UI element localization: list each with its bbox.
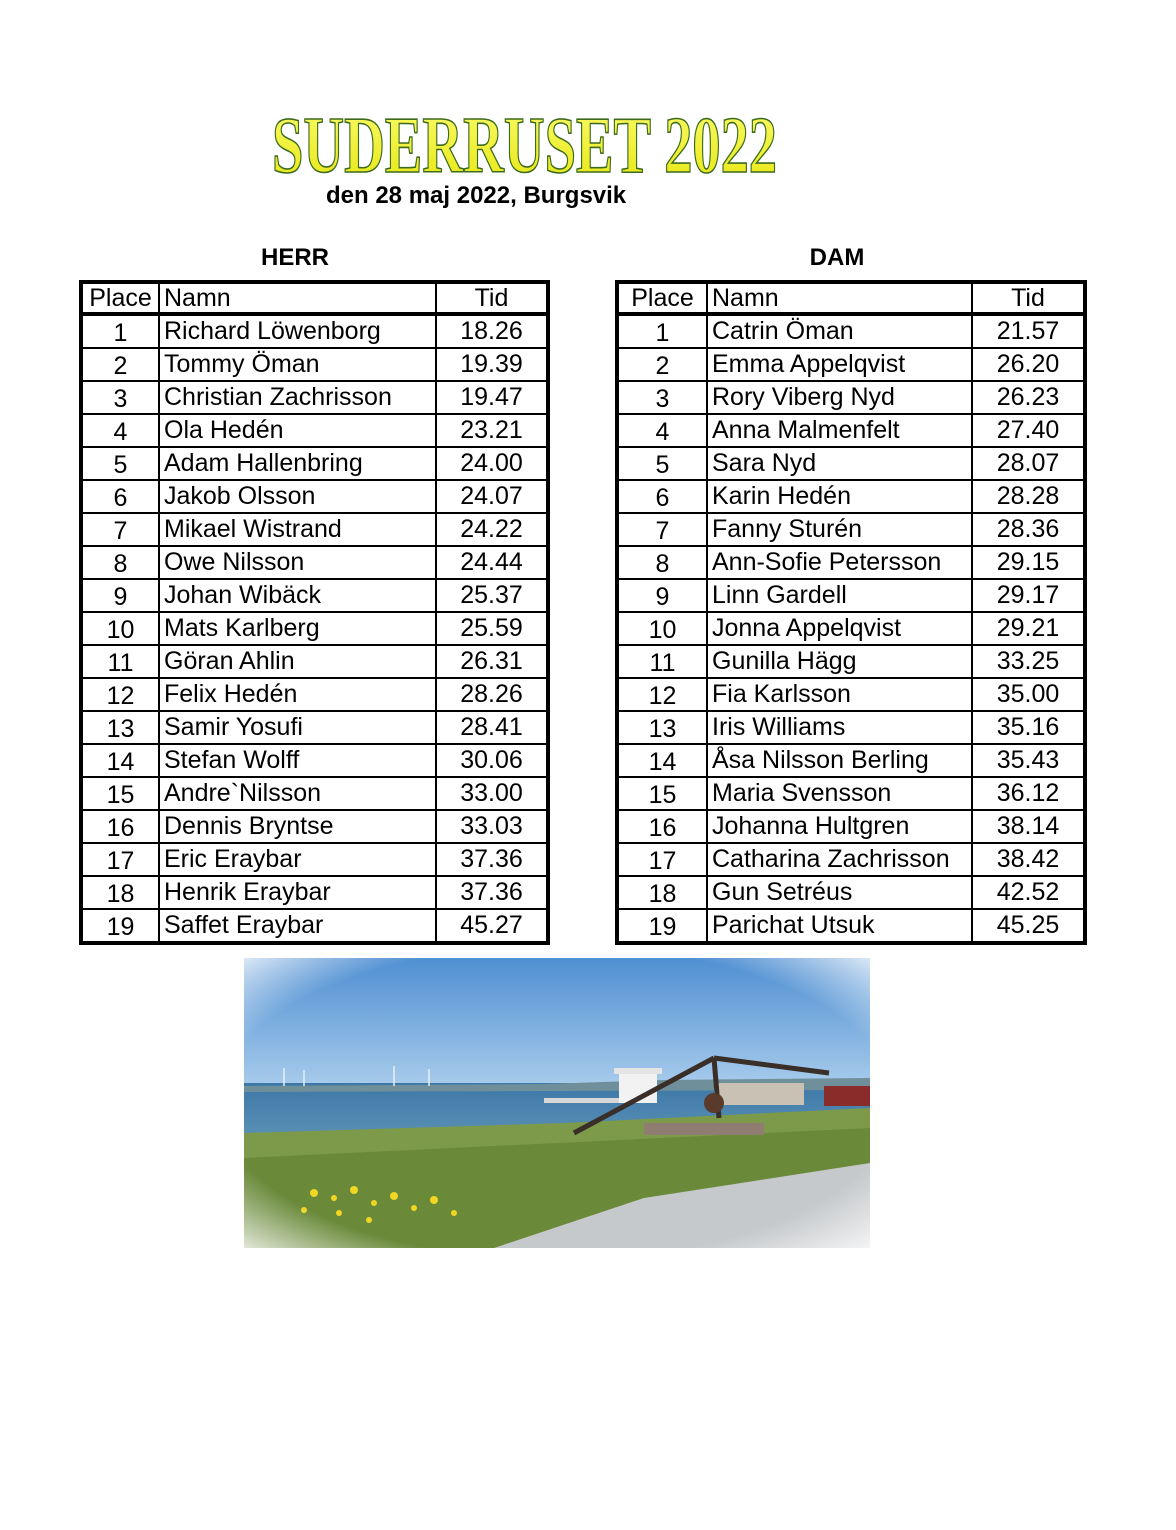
table-row [81,546,548,579]
place-cell: 8 [617,546,707,579]
name-cell: Ann-Sofie Petersson [707,546,972,579]
name-cell: Sara Nyd [707,447,972,480]
place-cell: 15 [617,777,707,810]
name-cell: Karin Hedén [707,480,972,513]
name-cell: Mats Karlberg [159,612,436,645]
name-cell: Linn Gardell [707,579,972,612]
name-cell: Samir Yosufi [159,711,436,744]
time-cell: 33.25 [972,645,1085,678]
name-cell: Stefan Wolff [159,744,436,777]
name-cell: Rory Viberg Nyd [707,381,972,414]
table-row [81,480,548,513]
name-cell: Parichat Utsuk [707,909,972,943]
name-cell: Fia Karlsson [707,678,972,711]
table-row [617,678,1085,711]
place-cell: 4 [617,414,707,447]
time-cell: 28.36 [972,513,1085,546]
time-cell: 45.27 [436,909,548,943]
place-cell: 18 [617,876,707,909]
name-cell: Fanny Sturén [707,513,972,546]
place-cell: 5 [81,447,159,480]
time-cell: 23.21 [436,414,548,447]
name-cell: Saffet Eraybar [159,909,436,943]
time-cell: 35.43 [972,744,1085,777]
name-cell: Eric Eraybar [159,843,436,876]
name-cell: Felix Hedén [159,678,436,711]
table-row [617,909,1085,943]
time-cell: 26.23 [972,381,1085,414]
column-header-place: Place [617,282,707,314]
time-cell: 35.00 [972,678,1085,711]
name-cell: Gunilla Hägg [707,645,972,678]
column-header-name: Namn [159,282,436,314]
time-cell: 37.36 [436,876,548,909]
column-header-time: Tid [436,282,548,314]
place-cell: 6 [617,480,707,513]
time-cell: 28.26 [436,678,548,711]
time-cell: 24.22 [436,513,548,546]
place-cell: 14 [617,744,707,777]
column-header-place: Place [81,282,159,314]
table-row [81,348,548,381]
column-header-time: Tid [972,282,1085,314]
time-cell: 29.17 [972,579,1085,612]
name-cell: Göran Ahlin [159,645,436,678]
name-cell: Richard Löwenborg [159,314,436,348]
place-cell: 6 [81,480,159,513]
place-cell: 13 [617,711,707,744]
place-cell: 1 [81,314,159,348]
name-cell: Emma Appelqvist [707,348,972,381]
time-cell: 24.00 [436,447,548,480]
name-cell: Johan Wibäck [159,579,436,612]
time-cell: 38.14 [972,810,1085,843]
table-row [617,612,1085,645]
place-cell: 5 [617,447,707,480]
table-row [617,645,1085,678]
table-row [617,810,1085,843]
table-row [81,678,548,711]
time-cell: 19.47 [436,381,548,414]
table-row [81,612,548,645]
place-cell: 12 [81,678,159,711]
herr-results-table [79,280,550,945]
time-cell: 29.15 [972,546,1085,579]
table-row [617,843,1085,876]
place-cell: 11 [617,645,707,678]
table-row [617,579,1085,612]
title-text: SUDERRUSET 2022 [272,102,777,190]
time-cell: 33.03 [436,810,548,843]
name-cell: Tommy Öman [159,348,436,381]
time-cell: 26.20 [972,348,1085,381]
place-cell: 1 [617,314,707,348]
name-cell: Johanna Hultgren [707,810,972,843]
table-row [81,711,548,744]
table-row [617,513,1085,546]
time-cell: 28.28 [972,480,1085,513]
place-cell: 14 [81,744,159,777]
dam-results-table [615,280,1087,945]
time-cell: 42.52 [972,876,1085,909]
table-row [81,777,548,810]
name-cell: Adam Hallenbring [159,447,436,480]
table-row [617,777,1085,810]
table-row [81,876,548,909]
place-cell: 16 [81,810,159,843]
time-cell: 29.21 [972,612,1085,645]
place-cell: 2 [81,348,159,381]
table-row [617,876,1085,909]
table-row [617,447,1085,480]
time-cell: 19.39 [436,348,548,381]
time-cell: 36.12 [972,777,1085,810]
name-cell: Henrik Eraybar [159,876,436,909]
place-cell: 12 [617,678,707,711]
place-cell: 16 [617,810,707,843]
table-row [617,744,1085,777]
place-cell: 17 [617,843,707,876]
name-cell: Mikael Wistrand [159,513,436,546]
event-date-location: den 28 maj 2022, Burgsvik [326,182,627,209]
place-cell: 17 [81,843,159,876]
place-cell: 7 [81,513,159,546]
name-cell: Andre`Nilsson [159,777,436,810]
table-row [81,381,548,414]
time-cell: 21.57 [972,314,1085,348]
table-row [81,810,548,843]
time-cell: 24.07 [436,480,548,513]
time-cell: 45.25 [972,909,1085,943]
table-row [81,843,548,876]
time-cell: 25.59 [436,612,548,645]
place-cell: 19 [81,909,159,943]
place-cell: 10 [617,612,707,645]
table-row [617,314,1085,348]
place-cell: 9 [617,579,707,612]
name-cell: Jonna Appelqvist [707,612,972,645]
place-cell: 3 [81,381,159,414]
table-row [81,645,548,678]
time-cell: 28.07 [972,447,1085,480]
table-header-row [617,282,1085,314]
time-cell: 27.40 [972,414,1085,447]
table-row [617,348,1085,381]
name-cell: Åsa Nilsson Berling [707,744,972,777]
name-cell: Dennis Bryntse [159,810,436,843]
table-row [81,579,548,612]
name-cell: Ola Hedén [159,414,436,447]
table-row [617,381,1085,414]
time-cell: 28.41 [436,711,548,744]
time-cell: 26.31 [436,645,548,678]
table-row [81,414,548,447]
table-row [81,744,548,777]
name-cell: Catharina Zachrisson [707,843,972,876]
place-cell: 10 [81,612,159,645]
name-cell: Christian Zachrisson [159,381,436,414]
place-cell: 4 [81,414,159,447]
time-cell: 37.36 [436,843,548,876]
herr-heading: HERR [260,244,329,271]
column-header-name: Namn [707,282,972,314]
time-cell: 24.44 [436,546,548,579]
place-cell: 2 [617,348,707,381]
table-row [617,546,1085,579]
place-cell: 3 [617,381,707,414]
time-cell: 18.26 [436,314,548,348]
place-cell: 19 [617,909,707,943]
name-cell: Catrin Öman [707,314,972,348]
name-cell: Gun Setréus [707,876,972,909]
place-cell: 13 [81,711,159,744]
time-cell: 35.16 [972,711,1085,744]
place-cell: 11 [81,645,159,678]
time-cell: 30.06 [436,744,548,777]
dam-heading: DAM [809,244,865,271]
harbour-photo [244,958,870,1248]
place-cell: 9 [81,579,159,612]
name-cell: Jakob Olsson [159,480,436,513]
place-cell: 15 [81,777,159,810]
name-cell: Maria Svensson [707,777,972,810]
name-cell: Owe Nilsson [159,546,436,579]
table-row [81,447,548,480]
time-cell: 38.42 [972,843,1085,876]
place-cell: 8 [81,546,159,579]
name-cell: Anna Malmenfelt [707,414,972,447]
table-row [617,414,1085,447]
table-row [81,314,548,348]
time-cell: 33.00 [436,777,548,810]
name-cell: Iris Williams [707,711,972,744]
table-header-row [81,282,548,314]
place-cell: 18 [81,876,159,909]
table-row [617,711,1085,744]
table-row [81,513,548,546]
place-cell: 7 [617,513,707,546]
table-row [81,909,548,943]
table-row [617,480,1085,513]
page-title [272,100,792,190]
time-cell: 25.37 [436,579,548,612]
